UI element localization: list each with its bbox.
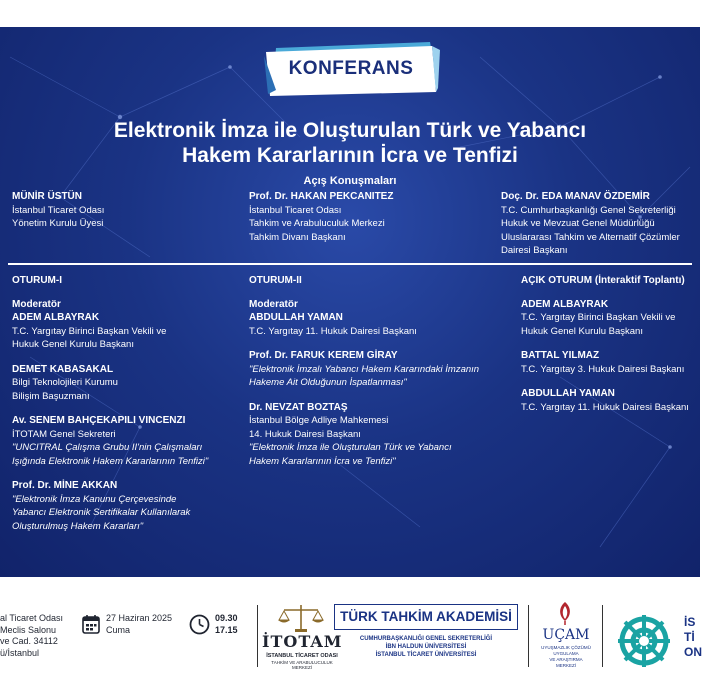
speaker-affiliation: Yönetim Kurulu Üyesi [12,218,104,229]
opening-speaker-1 [12,190,232,231]
venue-line: al Ticaret Odası [0,613,64,623]
ornamental-knot-icon [612,609,676,673]
ucam-logo-sub [540,645,592,669]
speaker-affiliation: İstanbul Ticaret Odası [249,204,342,216]
time-info [215,613,255,636]
ucam-sub-line: UYGULAMA [553,651,579,656]
session-1 [12,274,242,533]
ucam-sub-line: VE ARAŞTIRMA [549,657,583,662]
time-start: 09.30 [215,613,238,623]
talk-topic: Işığında Elektronik Hakem Kararlarının Tenfizi" [12,455,209,467]
speaker-name: ADEM ALBAYRAK [521,298,609,310]
footer-separator [257,605,258,667]
speaker-affiliation: Bilişim Başuzmanı [12,390,90,402]
tta-sub-line: İBN HALDUN ÜNİVERSİTESİ [385,644,467,650]
title-line-1: Elektronik İmza ile Oluşturulan Türk ve Yabancı [113,119,587,142]
ucam-logo-name: UÇAM [542,627,590,643]
speaker-name: MÜNİR ÜSTÜN [12,191,82,202]
speaker-affiliation: T.C. Yargıtay 11. Hukuk Dairesi Başkanı [521,401,689,413]
badge-label: KONFERANS [288,58,414,79]
conference-title [0,118,700,168]
footer [0,577,700,700]
session-3 [521,274,698,414]
talk-topic: "UNCITRAL Çalışma Grubu II'nin Çalışmaları [12,442,203,453]
venue-info [0,613,80,659]
talk-topic: Hakeme Ait Olduğunun İspatlanması" [249,377,407,388]
speaker-name: Prof. Dr. FARUK KEREM GİRAY [249,350,398,361]
speaker-affiliation: Tahkim ve Arabuluculuk Merkezi [249,218,385,229]
moderator-affiliation: Hukuk Genel Kurulu Başkanı [12,339,134,350]
speaker-name: Prof. Dr. HAKAN PEKCANITEZ [249,191,394,202]
clock-icon [189,614,210,635]
talk-topic: Oluşturulmuş Hakem Kararları" [12,520,144,532]
speaker-name: Doç. Dr. EDA MANAV ÖZDEMİR [501,191,650,202]
scales-of-justice-icon [276,603,326,633]
opening-speaker-2 [249,190,479,244]
talk-topic: "Elektronik İmza Kanunu Çerçevesinde [12,493,177,505]
venue-line: ve Cad. 34112 [0,636,58,646]
speaker-affiliation: T.C. Yargıtay 3. Hukuk Dairesi Başkanı [521,363,685,375]
itotam-logo-sub1: İSTANBUL TİCARET ODASI [266,653,338,659]
speaker-affiliation: İstanbul Bölge Adliye Mahkemesi [249,415,389,426]
speaker-name: DEMET KABASAKAL [12,363,114,375]
date-info [106,613,186,636]
footer-separator [528,605,529,667]
speaker-affiliation: Hukuk Genel Kurulu Başkanı [521,325,643,337]
title-line-2: Hakem Kararlarının İcra ve Tenfizi [182,144,518,167]
talk-topic: Yabancı Elektronik Sertifikalar Kullanılarak [12,507,191,518]
speaker-name: ABDULLAH YAMAN [521,388,615,399]
moderator-name: ADEM ALBAYRAK [12,312,100,323]
itotam-logo-name: İTOTAM [262,632,343,651]
tulip-icon [556,601,574,625]
moderator-name: ABDULLAH YAMAN [249,312,343,323]
partner-logo-line: ON [684,645,702,659]
speaker-affiliation: İTOTAM Genel Sekreteri [12,428,116,440]
opening-heading: Açış Konuşmaları [303,175,397,187]
opening-speaker-3 [501,190,698,258]
speaker-name: BATTAL YILMAZ [521,350,600,361]
speaker-affiliation: Hukuk ve Mevzuat Genel Müdürlüğü [501,218,655,229]
ucam-sub-line: UYUŞMAZLIK ÇÖZÜMÜ [541,645,591,650]
speaker-name: Av. SENEM BAHÇEKAPILI VINCENZI [12,415,186,426]
ucam-sub-line: MERKEZİ [555,663,576,668]
day: Cuma [106,624,131,635]
itotam-logo-sub2: TAHKİM VE ARABULUCULUK MERKEZİ [271,660,333,670]
section-divider [8,263,692,265]
partner-logo-line: İS [684,615,696,629]
tta-logo-name: TÜRK TAHKİM AKADEMİSİ [340,609,512,624]
session-2 [249,274,504,468]
calendar-icon [82,614,100,634]
session-title: AÇIK OTURUM (İnteraktif Toplantı) [521,275,685,286]
venue-line: Meclis Salonu [0,624,57,635]
moderator-label: Moderatör [249,298,298,310]
speaker-affiliation: Tahkim Divanı Başkanı [249,231,346,243]
moderator-affiliation: T.C. Yargıtay Birinci Başkan Vekili ve [12,325,167,337]
date: 27 Haziran 2025 [106,613,173,623]
speaker-affiliation: 14. Hukuk Dairesi Başkanı [249,428,361,440]
venue-line: ü/İstanbul [0,647,40,658]
speaker-affiliation: Uluslararası Tahkim ve Alternatif Çözümler [501,231,680,243]
speaker-affiliation: T.C. Yargıtay Birinci Başkan Vekili ve [521,312,676,323]
speaker-affiliation: Bilgi Teknolojileri Kurumu [12,377,118,388]
talk-topic: Hakem Kararlarının İcra ve Tenfizi" [249,455,396,467]
tta-logo-sub [334,635,518,659]
time-end: 17.15 [215,624,238,635]
partner-logo-line: Tİ [684,630,695,644]
talk-topic: "Elektronik İmza ile Oluşturulan Türk ve Yabancı [249,442,452,453]
speaker-name: Prof. Dr. MİNE AKKAN [12,480,118,491]
speaker-affiliation: Dairesi Başkanı [501,245,568,256]
speaker-affiliation: T.C. Cumhurbaşkanlığı Genel Sekreterliği [501,204,676,216]
talk-topic: "Elektronik İmzalı Yabancı Hakem Kararındaki İmzanın [249,363,480,375]
tta-sub-line: İSTANBUL TİCARET ÜNİVERSİTESİ [375,652,477,658]
session-title: OTURUM-II [249,275,302,286]
speaker-affiliation: İstanbul Ticaret Odası [12,204,105,216]
partner-logo-text [684,615,714,660]
moderator-affiliation: T.C. Yargıtay 11. Hukuk Dairesi Başkanı [249,325,417,337]
tta-sub-line: CUMHURBAŞKANLIĞI GENEL SEKRETERLİĞİ [359,636,493,642]
footer-separator [602,605,603,667]
top-strip [0,0,700,27]
session-title: OTURUM-I [12,275,62,286]
moderator-label: Moderatör [12,298,61,310]
speaker-name: Dr. NEVZAT BOZTAŞ [249,401,348,413]
